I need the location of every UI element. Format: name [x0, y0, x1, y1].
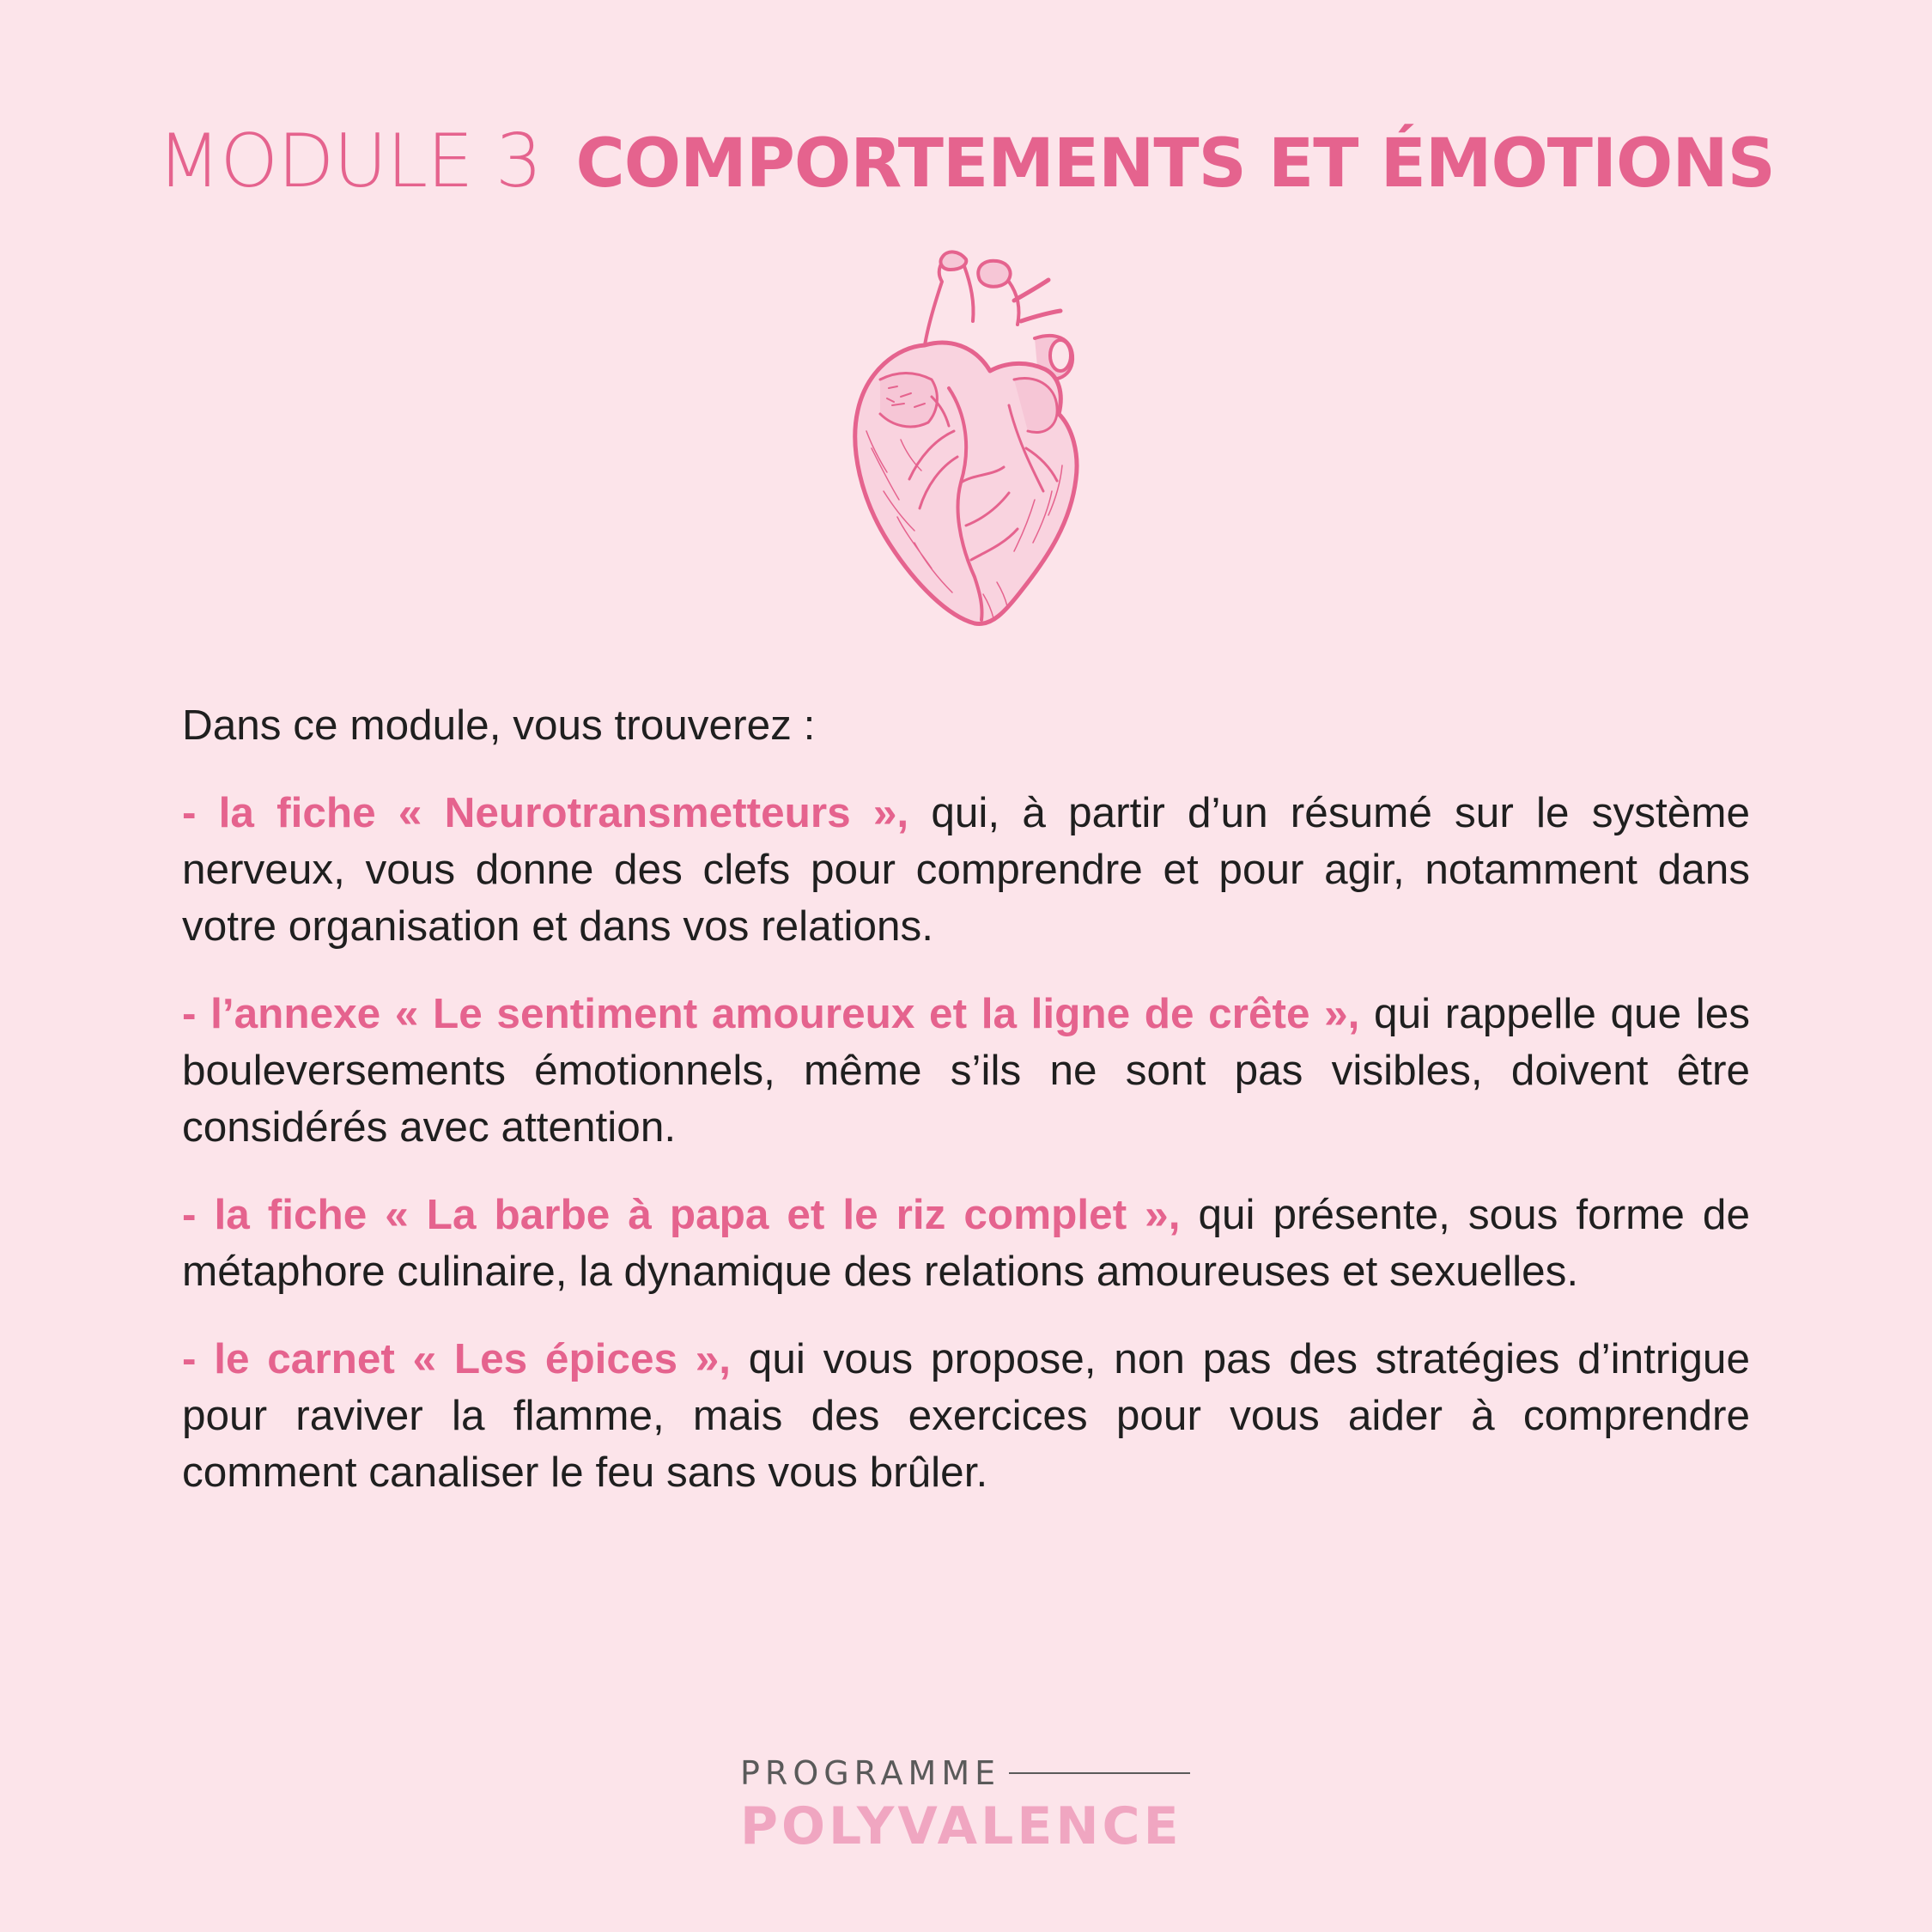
- list-item: [182, 785, 1750, 955]
- item-description: qui, à partir d’un résumé sur le système nerveux, vous donne des clefs pour comprendre et pour agir, notamment dans votre organisation et dans vos relations.: [182, 789, 1750, 950]
- item-description: qui rappelle que les bouleversements émotionnels, même s’ils ne sont pas visibles, doivent être considérés avec attention.: [182, 990, 1751, 1151]
- program-logo: [740, 1753, 1195, 1856]
- anatomical-heart-icon: [846, 242, 1121, 629]
- intro-text: Dans ce module, vous trouverez :: [182, 702, 816, 749]
- program-label: PROGRAMME: [740, 1754, 1001, 1792]
- item-title: - le carnet « Les épices »,: [182, 1335, 732, 1382]
- item-title: - l’annexe « Le sentiment amoureux et la ligne de crête »,: [182, 990, 1360, 1037]
- item-title: - la fiche « La barbe à papa et le riz complet »,: [182, 1191, 1181, 1238]
- logo-divider: [1009, 1772, 1190, 1774]
- page-title: [0, 118, 1932, 207]
- module-label: MODULE 3: [157, 118, 542, 204]
- module-title: COMPORTEMENTS ET ÉMOTIONS: [575, 125, 1775, 203]
- list-item: [182, 1331, 1750, 1501]
- item-title: - la fiche « Neurotransmetteurs »,: [182, 789, 909, 836]
- list-item: [182, 986, 1750, 1156]
- item-description: qui vous propose, non pas des stratégies d’intrigue pour raviver la flamme, mais des exercices pour vous aider à comprendre comment canaliser le feu sans vous brûler.: [182, 1335, 1750, 1496]
- list-item: [182, 1187, 1750, 1300]
- item-description: qui présente, sous forme de métaphore culinaire, la dynamique des relations amoureuses et sexuelles.: [182, 1191, 1750, 1295]
- program-name: POLYVALENCE: [740, 1796, 1182, 1856]
- module-description: [182, 697, 1750, 1532]
